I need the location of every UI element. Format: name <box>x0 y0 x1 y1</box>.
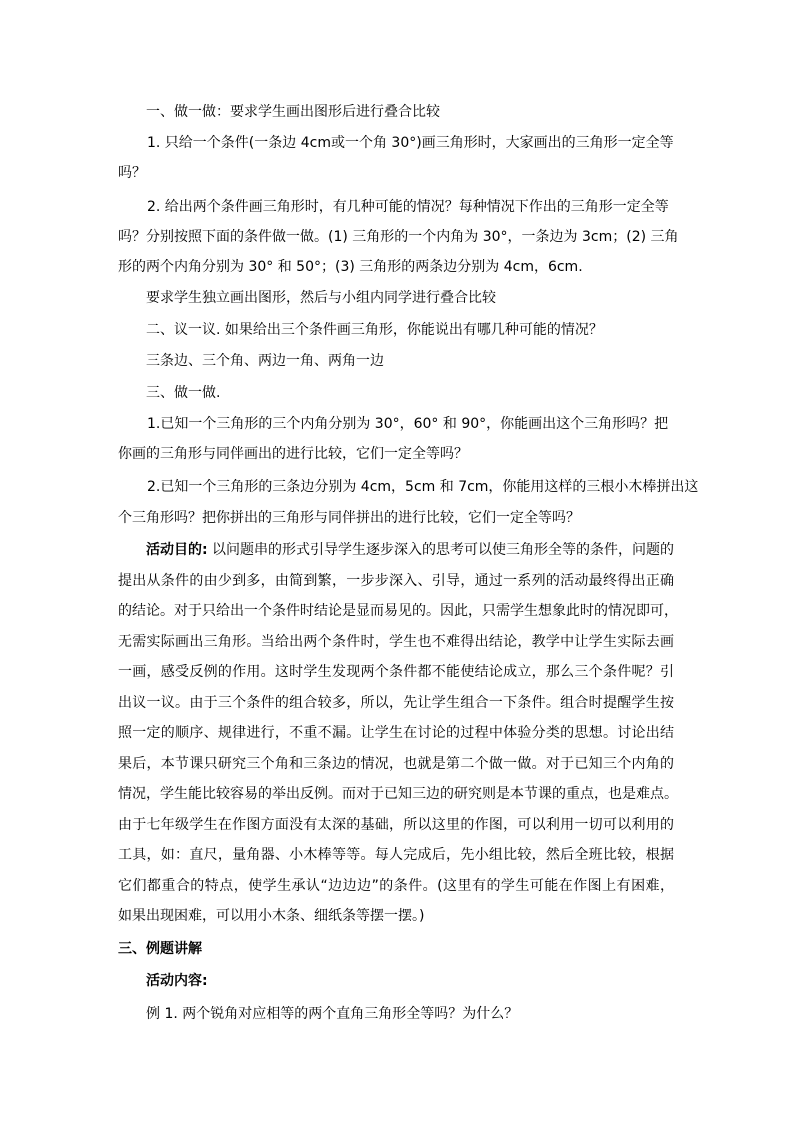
purpose-line: 出议一议。由于三个条件的组合较多，所以，先让学生组合一下条件。组合时提醒学生按 <box>118 695 674 711</box>
section-1-question-1-line-1: 1. 只给一个条件(一条边 4cm或一个角 30°)画三角形时，大家画出的三角形一定全等 <box>147 135 674 151</box>
activity-content-label: 活动内容: <box>146 973 208 989</box>
section-3-question-2-line-2: 个三角形吗？把你拼出的三角形与同伴拼出的进行比较，它们一定全等吗？ <box>118 510 580 526</box>
section-3-question-1-line-1: 1.已知一个三角形的三个内角分别为 30°，60° 和 90°，你能画出这个三角形吗？把 <box>147 416 669 432</box>
section-4-heading: 三、例题讲解 <box>118 941 202 957</box>
purpose-line: 一画，感受反例的作用。这时学生发现两个条件都不能使结论成立，那么三个条件呢？引 <box>118 664 674 680</box>
section-3-question-1-line-2: 你画的三角形与同伴画出的进行比较，它们一定全等吗？ <box>118 446 468 462</box>
purpose-line: 工具，如：直尺，量角器、小木棒等等。每人完成后，先小组比较，然后全班比较，根据 <box>118 847 674 863</box>
purpose-line-1-text: 以问题串的形式引导学生逐步深入的思考可以使三角形全等的条件，问题的 <box>207 542 675 558</box>
purpose-label: 活动目的: <box>146 542 208 558</box>
purpose-line: 情况，学生能比较容易的举出反例。而对于已知三边的研究则是本节课的重点，也是难点。 <box>118 786 678 802</box>
section-2-answer: 三条边、三个角、两边一角、两角一边 <box>146 353 384 369</box>
section-2-heading: 二、议一议. 如果给出三个条件画三角形，你能说出有哪几种可能的情况？ <box>146 322 603 338</box>
example-1: 例 1. 两个锐角对应相等的两个直角三角形全等吗？为什么？ <box>146 1006 519 1022</box>
purpose-line: 果后，本节课只研究三个角和三条边的情况，也就是第二个做一做。对于已知三个内角的 <box>118 756 674 772</box>
section-3-heading: 三、做一做. <box>146 385 221 401</box>
purpose-line: 照一定的顺序、规律进行，不重不漏。让学生在讨论的过程中体验分类的思想。讨论出结 <box>118 725 674 741</box>
section-1-question-2-line-1: 2. 给出两个条件画三角形时，有几种可能的情况？每种情况下作出的三角形一定全等 <box>147 199 669 215</box>
section-1-instruction: 要求学生独立画出图形，然后与小组内同学进行叠合比较 <box>146 290 496 306</box>
section-1-heading: 一、做一做：要求学生画出图形后进行叠合比较 <box>146 104 440 120</box>
section-1-question-2-line-2: 吗？分别按照下面的条件做一做。(1) 三角形的一个内角为 30°，一条边为 3cm；(2) 三角 <box>118 229 679 245</box>
section-3-question-2-line-1: 2.已知一个三角形的三条边分别为 4cm，5cm 和 7cm，你能用这样的三根小木棒拼出这 <box>147 479 699 495</box>
section-1-question-2-line-3: 形的两个内角分别为 30° 和 50°；(3) 三角形的两条边分别为 4cm，6cm. <box>118 259 583 275</box>
purpose-line: 无需实际画出三角形。当给出两个条件时，学生也不难得出结论，教学中让学生实际去画 <box>118 634 674 650</box>
section-1-question-1-line-2: 吗？ <box>118 165 146 181</box>
purpose-line: 的结论。对于只给出一个条件时结论是显而易见的。因此，只需学生想象此时的情况即可， <box>118 603 678 619</box>
purpose-last-line: 如果出现困难，可以用小木条、细纸条等摆一摆。) <box>118 908 425 924</box>
purpose-line: 它们都重合的特点，使学生承认“边边边”的条件。(这里有的学生可能在作图上有困难， <box>118 878 674 894</box>
purpose-first-line <box>146 540 674 560</box>
purpose-line: 由于七年级学生在作图方面没有太深的基础，所以这里的作图，可以利用一切可以利用的 <box>118 817 674 833</box>
purpose-line: 提出从条件的由少到多，由简到繁，一步步深入、引导，通过一系列的活动最终得出正确 <box>118 573 674 589</box>
